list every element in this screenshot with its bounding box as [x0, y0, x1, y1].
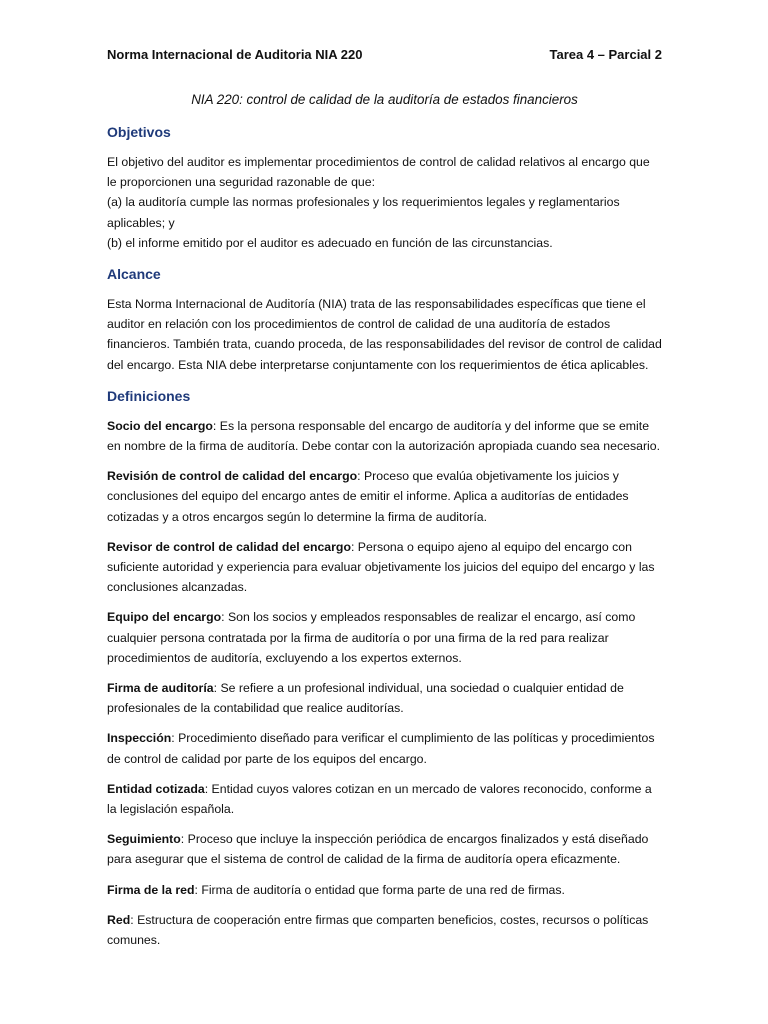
header-right: Tarea 4 – Parcial 2: [549, 47, 662, 62]
definition-term: Revisión de control de calidad del encargo: [107, 469, 358, 484]
objetivos-line-2: (b) el informe emitido por el auditor es adecuado en función de las circunstancias.: [107, 235, 553, 250]
definition-term: Firma de auditoría: [107, 681, 214, 696]
definition-text: : Son los socios y empleados responsables de realizar el encargo, así como cualquier persona contratada por la firma de auditoría o por una firma de la red para realizar procedimientos de auditoría, excluyendo a los expertos externos.: [107, 610, 636, 665]
definition-text: : Proceso que incluye la inspección periódica de encargos finalizados y está diseñado para asegurar que el sistema de control de calidad de la firma de auditoría opera eficazmente.: [107, 832, 649, 867]
section-heading-alcance: Alcance: [107, 266, 161, 283]
definition-term: Entidad cotizada: [107, 781, 205, 796]
section-heading-objetivos: Objetivos: [107, 124, 171, 140]
definition-item: [107, 607, 662, 668]
definition-term: Socio del encargo: [107, 418, 213, 433]
objetivos-line-1: (a) la auditoría cumple las normas profesionales y los requerimientos legales y reglamentarios aplicables; y: [107, 195, 620, 230]
definition-item: [107, 829, 662, 869]
alcance-paragraph: Esta Norma Internacional de Auditoría (NIA) trata de las responsabilidades específicas que tiene el auditor en relación con los procedimientos de control de calidad de una auditoría de estados financieros. También trata, cuando proceda, de las responsabilidades del revisor de control de calidad del encargo. Esta NIA debe interpretarse conjuntamente con los requerimientos de ética aplicables.: [107, 297, 662, 372]
objetivos-line-0: El objetivo del auditor es implementar procedimientos de control de calidad relativos al encargo que le proporcionen una seguridad razonable de que:: [107, 155, 650, 190]
definition-item: [107, 880, 662, 900]
definition-text: : Proceso que evalúa objetivamente los juicios y conclusiones del equipo del encargo antes de emitir el informe. Aplica a auditorías de entidades cotizadas y a otros encargos según lo determine la firma de auditoría.: [107, 469, 629, 524]
definition-term: Firma de la red: [107, 882, 195, 897]
definition-term: Equipo del encargo: [107, 610, 222, 625]
definition-text: : Se refiere a un profesional individual, una sociedad o cualquier entidad de profesionales de la contabilidad que realice auditorías.: [107, 681, 624, 716]
definition-term: Seguimiento: [107, 832, 181, 847]
definition-item: [107, 416, 662, 456]
section-heading-definiciones: Definiciones: [107, 387, 191, 404]
definition-item: [107, 466, 662, 527]
definition-text: : Estructura de cooperación entre firmas que comparten beneficios, costes, recursos o políticas comunes.: [107, 912, 649, 948]
definition-text: : Firma de auditoría o entidad que forma parte de una red de firmas.: [194, 882, 565, 897]
definition-text: : Procedimiento diseñado para verificar el cumplimiento de las políticas y procedimientos de control de calidad por parte de los equipos del encargo.: [107, 731, 655, 766]
document-content: [107, 122, 662, 960]
objetivos-paragraph: [107, 152, 662, 253]
definition-text: : Entidad cuyos valores cotizan en un mercado de valores reconocido, conforme a la legislación española.: [107, 781, 652, 817]
document-title: NIA 220: control de calidad de la auditoría de estados financieros: [191, 92, 578, 107]
definition-item: [107, 779, 662, 819]
definition-text: : Persona o equipo ajeno al equipo del encargo con suficiente autoridad y experiencia para evaluar objetivamente los juicios del equipo del encargo y las conclusiones alcanzadas.: [107, 539, 655, 595]
definition-item: [107, 910, 662, 950]
definition-term: Revisor de control de calidad del encargo: [107, 539, 351, 554]
definition-item: [107, 537, 662, 598]
definition-item: [107, 728, 662, 768]
header-left: Norma Internacional de Auditoria NIA 220: [107, 47, 363, 62]
definition-text: : Es la persona responsable del encargo de auditoría y del informe que se emite en nombre de la firma de auditoría. Debe contar con la autorización apropiada cuando sea necesario.: [107, 418, 661, 454]
definition-term: Red: [107, 912, 131, 927]
document-page: [107, 0, 662, 1024]
definition-term: Inspección: [107, 731, 172, 746]
definition-item: [107, 678, 662, 718]
